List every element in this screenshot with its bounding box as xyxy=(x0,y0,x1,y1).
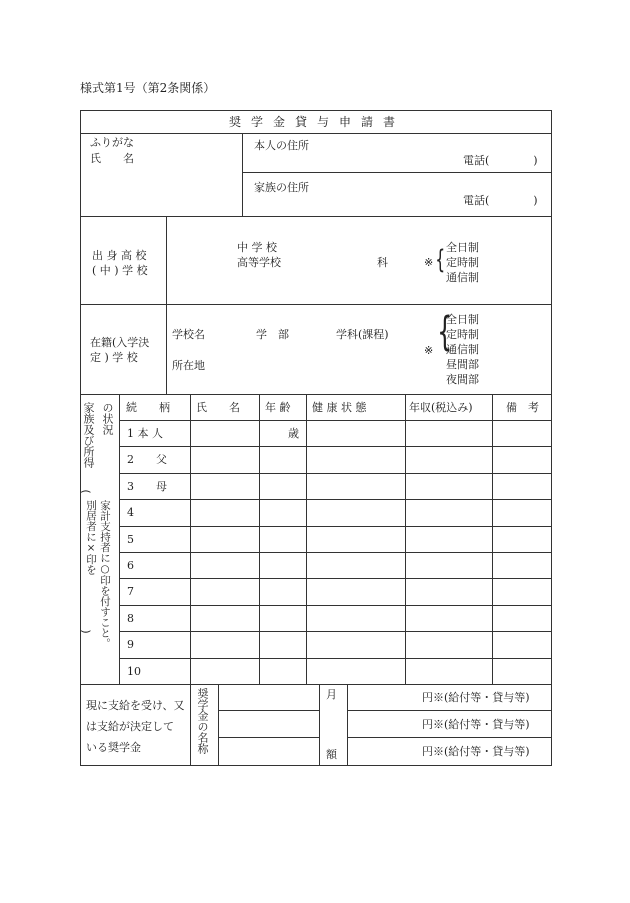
faculty-label: 学 部 xyxy=(256,328,289,341)
header-age: 年 齢 xyxy=(265,401,291,414)
course-option: 昼間部 xyxy=(446,358,479,371)
course-option: 定時制 xyxy=(446,328,479,341)
furigana-label: ふりがな xyxy=(90,136,134,149)
high-school-label: 高等学校 xyxy=(237,256,281,269)
family-row-relation: 10 xyxy=(127,664,141,678)
header-notes: 備 考 xyxy=(506,401,539,414)
self-address-label: 本人の住所 xyxy=(254,139,309,152)
header-name: 氏 名 xyxy=(196,401,240,414)
form-title: 奨学金貸与申請書 xyxy=(229,115,406,129)
family-row-age-unit: 歳 xyxy=(288,427,299,440)
family-row-relation: 9 xyxy=(127,638,134,652)
course-label: 学科(課程) xyxy=(336,328,389,341)
family-row-relation: 7 xyxy=(127,585,134,599)
school-name-label: 学校名 xyxy=(172,328,205,341)
family-status-label: 家族及び所得 xyxy=(82,402,95,468)
enrolled-school-label-2: 定 ) 学 校 xyxy=(90,351,138,364)
department-suffix-label: 科 xyxy=(377,256,388,269)
self-phone-label: 電話( ) xyxy=(463,154,538,167)
graduated-school-label-1: 出 身 高 校 xyxy=(92,249,147,262)
family-row-relation: 5 xyxy=(127,532,134,546)
location-label: 所在地 xyxy=(172,359,205,372)
bracket-close-icon: ) xyxy=(79,629,93,634)
scholarship-name-label: 奨学金の名称 xyxy=(196,688,209,754)
course-option: 定時制 xyxy=(446,256,479,269)
family-row-relation: 6 xyxy=(127,559,134,572)
family-note-2: 別居者に×印を xyxy=(85,500,97,575)
scholarship-amount-1: 円※(給付等・貸与等) xyxy=(422,691,530,704)
course-option: 全日制 xyxy=(446,241,479,254)
family-address-label: 家族の住所 xyxy=(254,181,309,194)
note-mark: ※ xyxy=(424,344,434,357)
graduated-school-label-2: ( 中 ) 学 校 xyxy=(92,264,148,277)
family-row-relation: 4 xyxy=(127,506,134,520)
family-note-1: 家計支持者に○印を付すこと。 xyxy=(99,500,111,649)
scholarship-amount-3: 円※(給付等・貸与等) xyxy=(422,745,530,758)
enrolled-school-label-1: 在籍(入学決 xyxy=(90,336,150,349)
note-mark: ※ xyxy=(424,256,434,269)
family-status-label-top: の状況 xyxy=(101,402,114,435)
left-brace-icon: { xyxy=(435,245,446,275)
monthly-label: 月 xyxy=(326,688,337,701)
header-relation: 続 柄 xyxy=(126,401,170,414)
family-phone-label: 電話( ) xyxy=(463,194,538,207)
other-scholarship-label-2: は支給が決定して xyxy=(86,720,174,733)
course-option: 全日制 xyxy=(446,313,479,326)
family-row-relation: 1 本 人 xyxy=(127,427,163,440)
header-income: 年収(税込み) xyxy=(409,401,473,414)
junior-high-label: 中 学 校 xyxy=(237,241,277,254)
course-option: 夜間部 xyxy=(446,373,479,386)
family-row-relation: 2 父 xyxy=(127,453,167,467)
name-label: 氏 名 xyxy=(90,152,134,165)
other-scholarship-label-3: いる奨学金 xyxy=(86,741,141,754)
family-row-relation: 3 母 xyxy=(127,479,167,493)
left-brace-icon: { xyxy=(437,309,453,355)
scholarship-amount-2: 円※(給付等・貸与等) xyxy=(422,718,530,731)
course-option: 通信制 xyxy=(446,343,479,356)
course-option: 通信制 xyxy=(446,271,479,284)
other-scholarship-label-1: 現に支給を受け、又 xyxy=(86,699,185,712)
family-row-relation: 8 xyxy=(127,611,134,625)
form-number-label: 様式第1号（第2条関係） xyxy=(80,81,216,95)
amount-label: 額 xyxy=(326,748,337,761)
header-health: 健 康 状 態 xyxy=(312,401,367,414)
bracket-open-icon: ( xyxy=(79,489,93,494)
